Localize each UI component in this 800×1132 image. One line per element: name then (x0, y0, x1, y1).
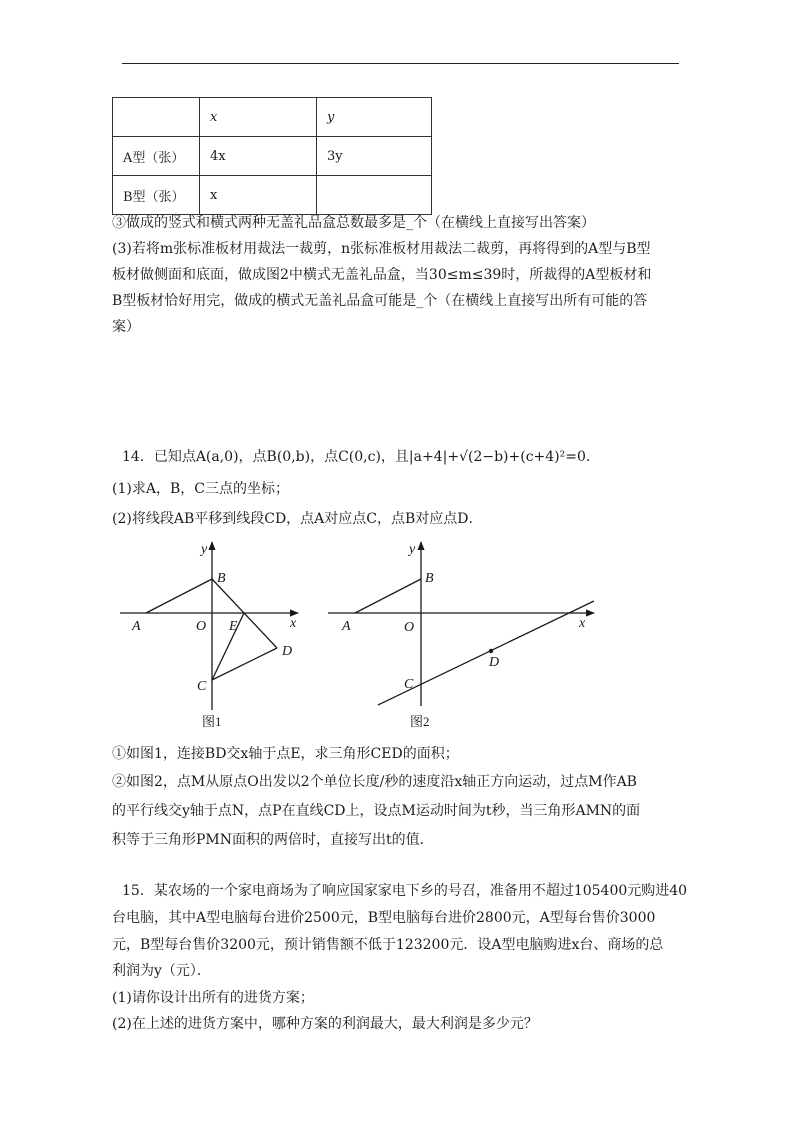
q14-part2: (2)将线段AB平移到线段CD，点A对应点C，点B对应点D． (112, 511, 483, 527)
q13-part3-line: (3)若将m张标准板材用裁法一裁剪，n张标准板材用裁法二裁剪，再将得到的A型与B型 (112, 241, 651, 257)
table-cell: 4x (200, 137, 317, 176)
fig1-label-x: x (290, 616, 297, 631)
q15-stem-line: 利润为y（元）． (112, 963, 211, 979)
fig1-label-e: E (229, 619, 238, 634)
fig2-label-o: O (404, 620, 415, 635)
q15-stem-line: 元，B型每台售价3200元，预计销售额不低于123200元．设A型电脑购进x台、商场的总 (112, 937, 664, 953)
q13-part3-line: B型板材恰好用完，做成的横式无盖礼品盒可能是_个（在横线上直接写出所有可能的答 (112, 293, 648, 309)
fig1-label-d: D (282, 644, 293, 659)
q14-sub1: ①如图1，连接BD交x轴于点E，求三角形CED的面积； (112, 746, 459, 762)
fig2-point-d (489, 649, 493, 653)
fig1-label-b: B (217, 571, 226, 586)
q13-part3-line: 板材做侧面和底面，做成图2中横式无盖礼品盒，当30≤m≤39时，所裁得的A型板材和 (112, 267, 652, 283)
fig2-caption: 图2 (410, 714, 430, 729)
fig2-label-a: A (342, 619, 351, 634)
q13-part3-line: 案） (112, 319, 140, 335)
fig2-label-c: C (404, 677, 414, 692)
q15-stem-line: 台电脑，其中A型电脑每台进价2500元，B型电脑每台进价2800元，A型每台售价3000 (112, 910, 656, 926)
q13-line3: ③做成的竖式和横式两种无盖礼品盒总数最多是_个（在横线上直接写出答案） (112, 215, 595, 231)
q15-part2: (2)在上述的进货方案中，哪种方案的利润最大，最大利润是多少元？ (112, 1016, 538, 1032)
fig2-label-y: y (409, 542, 416, 557)
q14-sub2-line: 的平行线交y轴于点N，点P在直线CD上，设点M运动时间为t秒，当三角形AMN的面 (112, 803, 641, 819)
fig1-segment-ce (212, 613, 244, 680)
fig2-label-d: D (489, 655, 500, 670)
figure-1-labels (131, 542, 297, 694)
table-cell: x (200, 98, 317, 137)
fig1-label-c: C (197, 679, 207, 694)
figure-1 (120, 542, 298, 710)
fig1-label-o: O (196, 619, 207, 634)
table-cell: y (317, 98, 432, 137)
fig1-label-a: A (132, 619, 141, 634)
q15-part1: (1)请你设计出所有的进货方案； (112, 990, 314, 1006)
figure-2-labels (341, 542, 586, 692)
fig2-label-x: x (579, 616, 586, 631)
table-cell: B型（张） (113, 176, 200, 215)
q14-sub2-line: 积等于三角形PMN面积的两倍时，直接写出t的值． (112, 832, 434, 848)
fig1-caption: 图1 (202, 714, 222, 729)
fig1-segment-cd (212, 648, 277, 680)
q14-part1: (1)求A，B，C三点的坐标； (112, 481, 289, 497)
table-cell: x (200, 176, 317, 215)
figure-2 (328, 542, 594, 706)
table-cell: A型（张） (113, 137, 200, 176)
q14-stem: 14．已知点A(a,0)，点B(0,b)，点C(0,c)，且|a+4|+√(2−b)+(c+4)²=0． (122, 449, 600, 465)
fig1-label-y: y (201, 542, 208, 557)
fig2-label-b: B (425, 571, 434, 586)
fig1-segment-ab (146, 579, 212, 613)
q14-sub2-line: ②如图2，点M从原点O出发以2个单位长度/秒的速度沿x轴正方向运动，过点M作AB (112, 774, 637, 790)
q15-stem-line: 15．某农场的一个家电商场为了响应国家家电下乡的号召，准备用不超过105400元购进40 (122, 883, 688, 899)
fig2-segment-ab (355, 579, 421, 613)
table-cell: 3y (317, 137, 432, 176)
